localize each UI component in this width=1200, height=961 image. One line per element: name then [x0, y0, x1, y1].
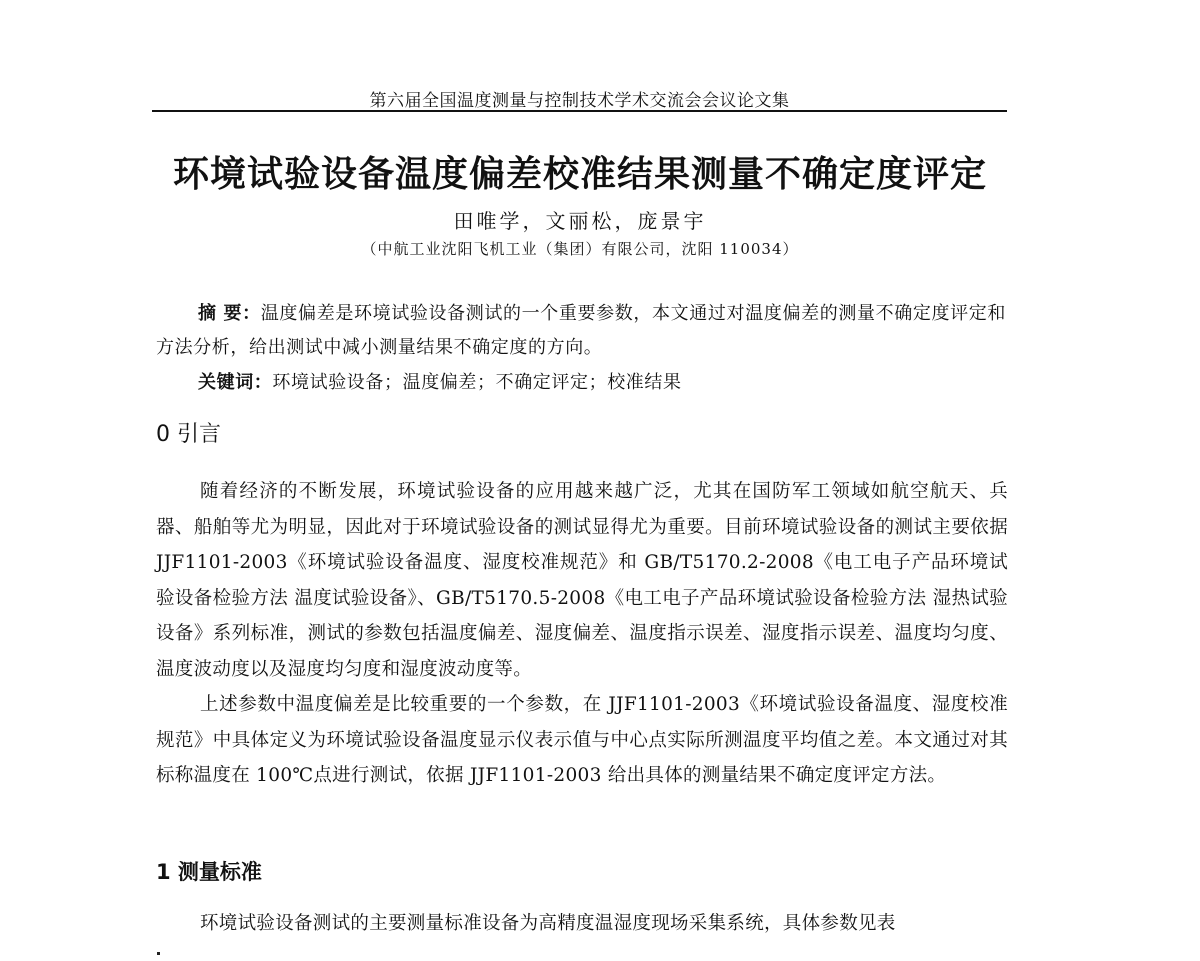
body-paragraph: 随着经济的不断发展，环境试验设备的应用越来越广泛，尤其在国防军工领域如航空航天、兵器、船舶等尤为明显，因此对于环境试验设备的测试显得尤为重要。目前环境试验设备的测试主要依据 JJF1101-2003《环境试验设备温度、湿度校准规范》和 GB/T5170.2-2008《电工电子产品环境试验设备检验方法 温度试验设备》、GB/T5170.5-2008《电工电子产品环境试验设备检验方法 湿热试验设备》系列标准，测试的参数包括温度偏差、湿度偏差、温度指示误差、湿度指示误差、温度均匀度、温度波动度以及湿度均匀度和湿度波动度等。 — [156, 481, 1008, 680]
abstract-text: 温度偏差是环境试验设备测试的一个重要参数，本文通过对温度偏差的测量不确定度评定和方法分析，给出测试中减小测量结果不确定度的方向。 — [156, 303, 1006, 358]
author-affiliation: （中航工业沈阳飞机工业（集团）有限公司，沈阳 110034） — [361, 240, 799, 258]
abstract — [156, 297, 1006, 365]
keywords-text: 环境试验设备；温度偏差；不确定评定；校准结果 — [272, 372, 682, 393]
scan-artifact-dot — [157, 952, 160, 955]
body-paragraph: 上述参数中温度偏差是比较重要的一个参数，在 JJF1101-2003《环境试验设备温度、湿度校准规范》中具体定义为环境试验设备温度显示仪表示值与中心点实际所测温度平均值之差。本文通过对其标称温度在 100℃点进行测试，依据 JJF1101-2003 给出具体的测量结果不确定度评定方法。 — [156, 694, 1008, 786]
abstract-label: 摘 要： — [198, 303, 261, 324]
section-heading-measurement-standard: 1 测量标准 — [156, 860, 262, 884]
header-rule — [152, 110, 1007, 112]
author-list: 田唯学，文丽松，庞景宇 — [453, 209, 707, 233]
keywords-label: 关键词： — [198, 372, 273, 393]
keywords — [198, 368, 1006, 398]
running-header: 第六届全国温度测量与控制技术学术交流会会议论文集 — [369, 91, 790, 111]
body-paragraph: 环境试验设备测试的主要测量标准设备为高精度温湿度现场采集系统，具体参数见表 — [200, 913, 896, 934]
paper-title: 环境试验设备温度偏差校准结果测量不确定度评定 — [172, 154, 987, 195]
section-heading-introduction: 0 引言 — [156, 422, 221, 447]
